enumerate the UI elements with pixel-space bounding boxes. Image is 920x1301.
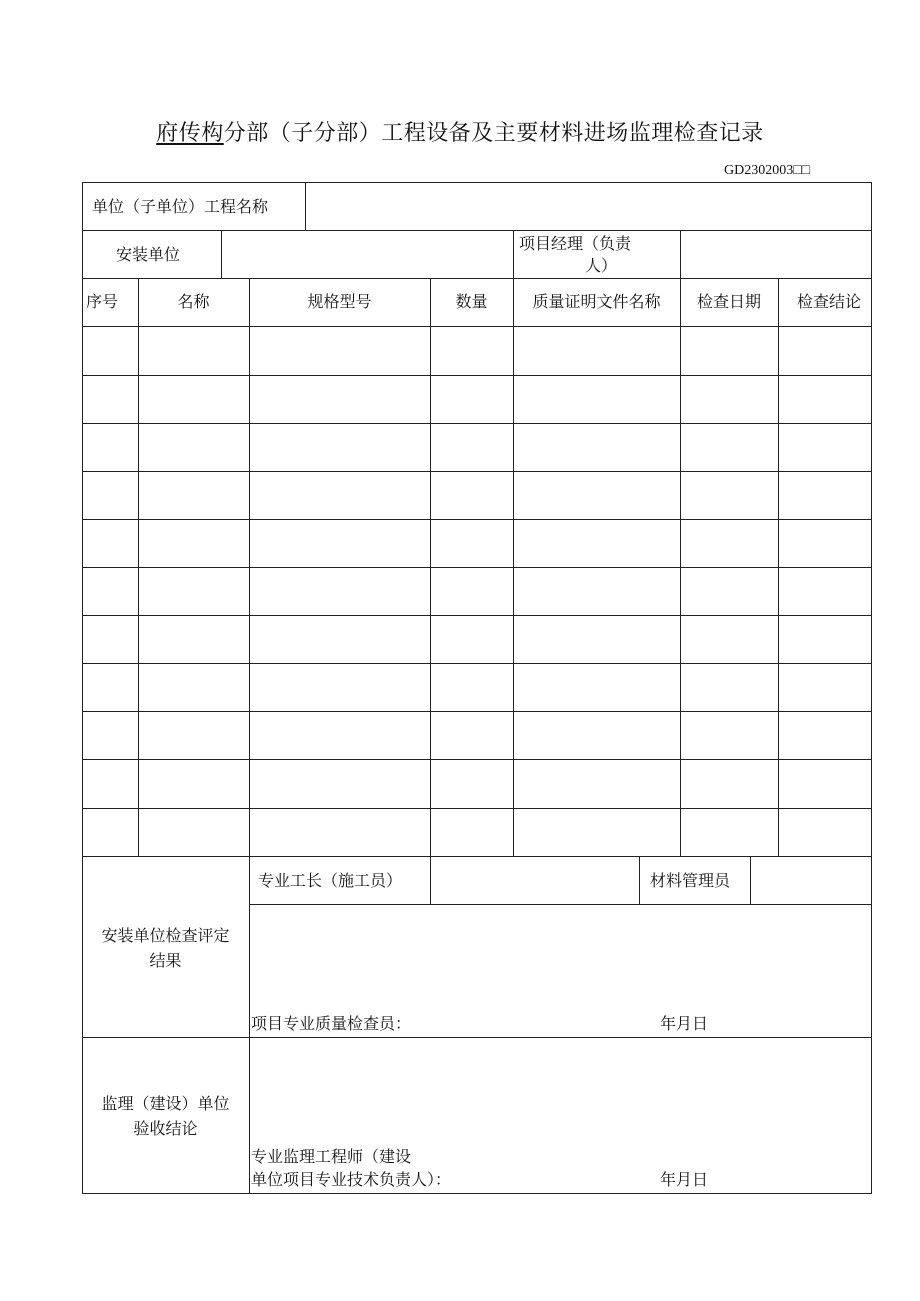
row-number-cell[interactable] bbox=[83, 712, 138, 759]
quality-inspector-label: 项目专业质量检查员： bbox=[251, 1014, 412, 1033]
check-conclusion-cell[interactable] bbox=[779, 424, 872, 471]
check-conclusion-cell[interactable] bbox=[779, 568, 872, 615]
quality-document-cell[interactable] bbox=[514, 616, 680, 663]
material-manager-label: 材料管理员 bbox=[650, 871, 731, 890]
name-cell[interactable] bbox=[139, 809, 249, 856]
name-cell[interactable] bbox=[139, 712, 249, 759]
install-unit-field[interactable] bbox=[222, 231, 513, 278]
quantity-cell[interactable] bbox=[431, 568, 513, 615]
check-date-cell[interactable] bbox=[681, 809, 778, 856]
spec-model-cell[interactable] bbox=[250, 664, 430, 711]
name-cell[interactable] bbox=[139, 424, 249, 471]
name-cell[interactable] bbox=[139, 568, 249, 615]
column-header: 规格型号 bbox=[307, 292, 372, 311]
supervision-label-line2: 验收结论 bbox=[133, 1119, 198, 1138]
quality-document-cell[interactable] bbox=[514, 809, 680, 856]
row-number-cell[interactable] bbox=[83, 568, 138, 615]
check-conclusion-cell[interactable] bbox=[779, 616, 872, 663]
check-date-cell[interactable] bbox=[681, 520, 778, 567]
check-conclusion-cell[interactable] bbox=[779, 809, 872, 856]
check-date-cell[interactable] bbox=[681, 712, 778, 759]
supervising-engineer-label-line1: 专业监理工程师（建设 bbox=[251, 1147, 412, 1166]
check-date-cell[interactable] bbox=[681, 568, 778, 615]
spec-model-cell[interactable] bbox=[250, 809, 430, 856]
spec-model-cell[interactable] bbox=[250, 376, 430, 423]
quality-document-cell[interactable] bbox=[514, 376, 680, 423]
divider bbox=[82, 278, 872, 279]
quality-document-cell[interactable] bbox=[514, 327, 680, 375]
check-conclusion-cell[interactable] bbox=[779, 664, 872, 711]
spec-model-cell[interactable] bbox=[250, 616, 430, 663]
quality-document-cell[interactable] bbox=[514, 520, 680, 567]
quantity-cell[interactable] bbox=[431, 520, 513, 567]
check-conclusion-cell[interactable] bbox=[779, 712, 872, 759]
supervision-date: 年月日 bbox=[660, 1170, 709, 1189]
check-date-cell[interactable] bbox=[681, 327, 778, 375]
spec-model-cell[interactable] bbox=[250, 327, 430, 375]
install-check-label-line1: 安装单位检查评定 bbox=[101, 926, 230, 945]
name-cell[interactable] bbox=[139, 664, 249, 711]
quality-document-cell[interactable] bbox=[514, 712, 680, 759]
install-check-result-field[interactable] bbox=[250, 905, 871, 1005]
column-header: 检查结论 bbox=[797, 292, 862, 311]
project-manager-label-line1: 项目经理（负责 bbox=[519, 234, 632, 253]
column-header: 数量 bbox=[455, 292, 488, 311]
install-unit-label: 安装单位 bbox=[116, 245, 181, 264]
quantity-cell[interactable] bbox=[431, 424, 513, 471]
install-check-label-line2: 结果 bbox=[149, 951, 182, 970]
divider bbox=[513, 230, 514, 278]
check-conclusion-cell[interactable] bbox=[779, 472, 872, 519]
row-number-cell[interactable] bbox=[83, 664, 138, 711]
unit-project-field[interactable] bbox=[306, 183, 871, 230]
name-cell[interactable] bbox=[139, 472, 249, 519]
row-number-cell[interactable] bbox=[83, 424, 138, 471]
quantity-cell[interactable] bbox=[431, 664, 513, 711]
spec-model-cell[interactable] bbox=[250, 760, 430, 808]
quantity-cell[interactable] bbox=[431, 809, 513, 856]
check-conclusion-cell[interactable] bbox=[779, 376, 872, 423]
quality-document-cell[interactable] bbox=[514, 568, 680, 615]
name-cell[interactable] bbox=[139, 760, 249, 808]
supervision-label-line1: 监理（建设）单位 bbox=[101, 1094, 230, 1113]
check-conclusion-cell[interactable] bbox=[779, 520, 872, 567]
quantity-cell[interactable] bbox=[431, 327, 513, 375]
project-manager-label-line2: 人） bbox=[585, 256, 618, 275]
check-conclusion-cell[interactable] bbox=[779, 327, 872, 375]
quantity-cell[interactable] bbox=[431, 616, 513, 663]
material-manager-field[interactable] bbox=[751, 857, 871, 904]
row-number-cell[interactable] bbox=[83, 616, 138, 663]
column-header: 名称 bbox=[177, 292, 210, 311]
quantity-cell[interactable] bbox=[431, 376, 513, 423]
quality-document-cell[interactable] bbox=[514, 760, 680, 808]
check-date-cell[interactable] bbox=[681, 760, 778, 808]
check-date-cell[interactable] bbox=[681, 664, 778, 711]
check-date-cell[interactable] bbox=[681, 376, 778, 423]
supervising-engineer-label-line2: 单位项目专业技术负责人）： bbox=[251, 1170, 452, 1189]
column-header: 检查日期 bbox=[696, 292, 761, 311]
row-number-cell[interactable] bbox=[83, 809, 138, 856]
project-manager-field[interactable] bbox=[681, 231, 871, 278]
check-date-cell[interactable] bbox=[681, 472, 778, 519]
quantity-cell[interactable] bbox=[431, 712, 513, 759]
row-number-cell[interactable] bbox=[83, 520, 138, 567]
row-number-cell[interactable] bbox=[83, 760, 138, 808]
name-cell[interactable] bbox=[139, 376, 249, 423]
quality-document-cell[interactable] bbox=[514, 472, 680, 519]
row-number-cell[interactable] bbox=[83, 376, 138, 423]
check-date-cell[interactable] bbox=[681, 616, 778, 663]
check-conclusion-cell[interactable] bbox=[779, 760, 872, 808]
supervision-conclusion-field[interactable] bbox=[250, 1038, 871, 1142]
divider bbox=[639, 856, 640, 904]
spec-model-cell[interactable] bbox=[250, 424, 430, 471]
form-code: GD2302003□□ bbox=[724, 163, 811, 178]
quantity-cell[interactable] bbox=[431, 472, 513, 519]
column-header: 质量证明文件名称 bbox=[532, 292, 661, 311]
check-date-cell[interactable] bbox=[681, 424, 778, 471]
spec-model-cell[interactable] bbox=[250, 712, 430, 759]
name-cell[interactable] bbox=[139, 327, 249, 375]
row-number-cell[interactable] bbox=[83, 327, 138, 375]
quantity-cell[interactable] bbox=[431, 760, 513, 808]
row-number-cell[interactable] bbox=[83, 472, 138, 519]
name-cell[interactable] bbox=[139, 520, 249, 567]
install-check-date: 年月日 bbox=[660, 1014, 709, 1033]
quality-document-cell[interactable] bbox=[514, 664, 680, 711]
spec-model-cell[interactable] bbox=[250, 520, 430, 567]
spec-model-cell[interactable] bbox=[250, 472, 430, 519]
column-header: 序号 bbox=[85, 292, 118, 311]
title-prefix: 府传构 bbox=[156, 121, 224, 146]
quality-document-cell[interactable] bbox=[514, 424, 680, 471]
title-rest: 分部（子分部）工程设备及主要材料进场监理检查记录 bbox=[223, 121, 764, 146]
name-cell[interactable] bbox=[139, 616, 249, 663]
spec-model-cell[interactable] bbox=[250, 568, 430, 615]
page-title bbox=[0, 116, 920, 147]
unit-project-label: 单位（子单位）工程名称 bbox=[92, 197, 269, 216]
foreman-field[interactable] bbox=[431, 857, 639, 904]
foreman-label: 专业工长（施工员） bbox=[258, 871, 403, 890]
